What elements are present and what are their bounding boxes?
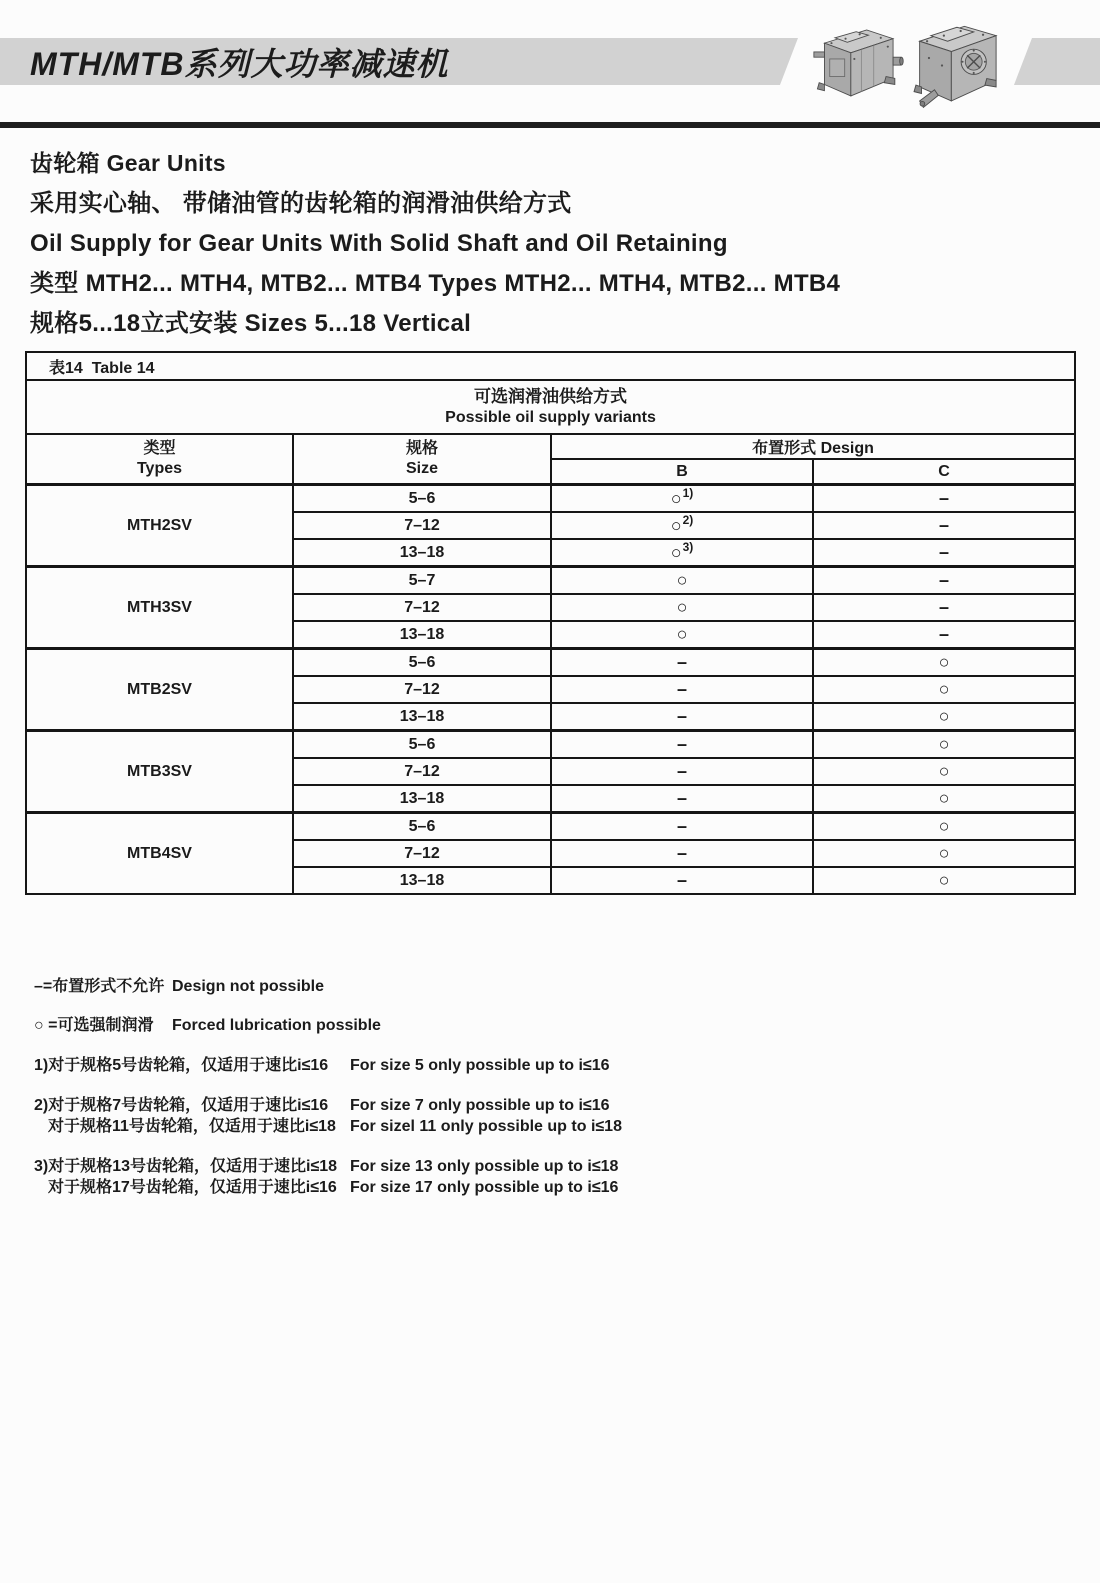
design-b-symbol: ○ <box>676 569 688 590</box>
size-cell: 5–6 <box>293 813 551 841</box>
size-cell: 5–6 <box>293 649 551 677</box>
type-cell: MTB4SV <box>26 813 293 895</box>
table-caption-row <box>26 352 1075 380</box>
design-b-symbol: ○ <box>670 515 682 536</box>
design-c-symbol: – <box>939 596 950 617</box>
table-row <box>26 813 1075 841</box>
design-b-cell <box>551 649 813 677</box>
table-title-cn: 可选润滑油供给方式 <box>474 387 628 406</box>
notes-block <box>34 977 622 1217</box>
design-c-cell <box>813 512 1075 539</box>
design-c-symbol: – <box>939 569 950 590</box>
column-header-size-en: Size <box>405 460 438 477</box>
size-cell: 7–12 <box>293 594 551 621</box>
design-b-cell <box>551 676 813 703</box>
design-b-cell <box>551 512 813 539</box>
design-b-cell <box>551 567 813 595</box>
footnote-line <box>34 1156 622 1177</box>
design-b-cell <box>551 785 813 813</box>
footnote-2-line1-cn: 2)对于规格7号齿轮箱，仅适用于速比i≤16 <box>34 1097 329 1114</box>
design-b-symbol: ○ <box>670 542 682 563</box>
design-c-cell <box>813 621 1075 649</box>
legend-circle-cn: ○ =可选强制润滑 <box>34 1017 154 1034</box>
oil-table-body <box>26 485 1075 895</box>
design-c-cell <box>813 758 1075 785</box>
footnote-1 <box>34 1055 622 1076</box>
size-cell: 13–18 <box>293 867 551 894</box>
footnote-3-line1-cn: 3)对于规格13号齿轮箱，仅适用于速比i≤18 <box>34 1158 338 1175</box>
size-cell: 5–6 <box>293 731 551 759</box>
size-cell: 13–18 <box>293 785 551 813</box>
design-c-cell <box>813 594 1075 621</box>
column-header-size <box>293 434 551 485</box>
type-cell: MTH3SV <box>26 567 293 649</box>
type-cell: MTB2SV <box>26 649 293 731</box>
table-row <box>26 567 1075 595</box>
design-c-symbol: – <box>939 623 950 644</box>
design-c-symbol: ○ <box>938 651 950 672</box>
column-header-types-en: Types <box>136 460 183 477</box>
oil-table-head <box>26 352 1075 485</box>
design-c-symbol: ○ <box>938 869 950 890</box>
design-c-cell <box>813 785 1075 813</box>
design-b-symbol: – <box>676 869 687 890</box>
column-header-design-b: B <box>551 459 813 485</box>
size-cell: 5–6 <box>293 485 551 513</box>
footnote-2-line2-en: For sizel 11 only possible up to i≤18 <box>350 1118 622 1135</box>
legend-dash-cn: –=布置形式不允许 <box>34 978 165 995</box>
design-b-cell <box>551 731 813 759</box>
size-cell: 13–18 <box>293 703 551 731</box>
design-c-symbol: ○ <box>938 842 950 863</box>
footnote-1-en: For size 5 only possible up to i≤16 <box>350 1057 610 1074</box>
footnote-line <box>34 1177 622 1198</box>
design-b-cell <box>551 594 813 621</box>
size-cell: 13–18 <box>293 621 551 649</box>
design-c-cell <box>813 813 1075 841</box>
table-caption: 表14 Table 14 <box>26 352 1075 380</box>
type-cell: MTB3SV <box>26 731 293 813</box>
design-b-symbol: – <box>676 678 687 699</box>
design-b-cell <box>551 840 813 867</box>
size-cell: 13–18 <box>293 539 551 567</box>
design-b-symbol: ○ <box>676 623 688 644</box>
design-b-symbol: – <box>676 733 687 754</box>
design-b-cell <box>551 867 813 894</box>
design-c-cell <box>813 676 1075 703</box>
table-row <box>26 649 1075 677</box>
footnote-line <box>34 1116 622 1137</box>
size-cell: 5–7 <box>293 567 551 595</box>
table-row <box>26 731 1075 759</box>
footnote-ref: 1) <box>682 486 694 501</box>
design-c-cell <box>813 840 1075 867</box>
design-b-cell <box>551 485 813 513</box>
footnote-2-line1-en: For size 7 only possible up to i≤16 <box>350 1097 610 1114</box>
column-header-types-cn: 类型 <box>143 440 176 457</box>
design-b-symbol: ○ <box>670 488 682 509</box>
design-c-symbol: – <box>939 514 950 535</box>
footnote-ref: 3) <box>682 540 694 555</box>
table-title-en: Possible oil supply variants <box>445 409 656 426</box>
design-c-symbol: ○ <box>938 815 950 836</box>
intro-line-4: 类型 MTH2... MTH4, MTB2... MTB4 Types MTH2... MTH4, MTB2... MTB4 <box>30 270 841 297</box>
design-b-cell <box>551 539 813 567</box>
design-c-cell <box>813 649 1075 677</box>
column-header-size-cn: 规格 <box>405 440 438 457</box>
header-rule <box>0 122 1100 128</box>
footnote-line <box>34 1055 622 1076</box>
footnote-1-cn: 1)对于规格5号齿轮箱，仅适用于速比i≤16 <box>34 1057 329 1074</box>
design-b-cell <box>551 758 813 785</box>
intro-text <box>30 150 1010 350</box>
design-b-symbol: ○ <box>676 596 688 617</box>
design-c-symbol: ○ <box>938 733 950 754</box>
table-title-cell <box>26 380 1075 434</box>
design-b-symbol: – <box>676 842 687 863</box>
design-c-cell <box>813 567 1075 595</box>
design-b-cell <box>551 621 813 649</box>
design-c-symbol: – <box>939 487 950 508</box>
size-cell: 7–12 <box>293 512 551 539</box>
column-header-types <box>26 434 293 485</box>
footnote-3-line2-cn: 对于规格17号齿轮箱，仅适用于速比i≤16 <box>48 1179 337 1196</box>
gear-unit-3d-right-icon <box>906 17 1006 114</box>
design-c-cell <box>813 731 1075 759</box>
design-b-cell <box>551 813 813 841</box>
size-cell: 7–12 <box>293 840 551 867</box>
design-c-symbol: ○ <box>938 787 950 808</box>
design-b-symbol: – <box>676 651 687 672</box>
design-c-symbol: ○ <box>938 760 950 781</box>
intro-line-3: Oil Supply for Gear Units With Solid Shaft and Oil Retaining <box>30 230 728 257</box>
design-c-symbol: – <box>939 541 950 562</box>
footnote-3 <box>34 1156 622 1198</box>
column-header-row <box>26 434 1075 459</box>
footnote-line <box>34 1095 622 1116</box>
design-b-cell <box>551 703 813 731</box>
size-cell: 7–12 <box>293 758 551 785</box>
intro-line-1: 齿轮箱 Gear Units <box>30 150 226 176</box>
footnote-ref: 2) <box>682 513 694 528</box>
intro-line-2: 采用实心轴、 带储油管的齿轮箱的润滑油供给方式 <box>30 190 572 217</box>
footnote-2-line2-cn: 对于规格11号齿轮箱，仅适用于速比i≤18 <box>48 1118 336 1135</box>
size-cell: 7–12 <box>293 676 551 703</box>
design-c-cell <box>813 485 1075 513</box>
column-header-design: 布置形式 Design <box>551 434 1075 459</box>
column-header-design-c: C <box>813 459 1075 485</box>
design-b-symbol: – <box>676 705 687 726</box>
design-c-symbol: ○ <box>938 678 950 699</box>
legend-circle <box>34 1016 622 1036</box>
table-title-row <box>26 380 1075 434</box>
oil-supply-table <box>25 351 1076 895</box>
intro-line-5: 规格5...18立式安装 Sizes 5...18 Vertical <box>30 310 472 337</box>
design-c-cell <box>813 703 1075 731</box>
page-title: MTH/MTB系列大功率减速机 <box>30 45 449 82</box>
design-c-cell <box>813 867 1075 894</box>
design-b-symbol: – <box>676 815 687 836</box>
design-c-symbol: ○ <box>938 705 950 726</box>
design-c-cell <box>813 539 1075 567</box>
table-row <box>26 485 1075 513</box>
design-b-symbol: – <box>676 787 687 808</box>
design-b-symbol: – <box>676 760 687 781</box>
legend-dash <box>34 977 622 997</box>
footnote-2 <box>34 1095 622 1137</box>
type-cell: MTH2SV <box>26 485 293 567</box>
footnote-3-line2-en: For size 17 only possible up to i≤16 <box>350 1179 619 1196</box>
legend-circle-en: Forced lubrication possible <box>172 1017 381 1034</box>
gear-unit-3d-left-icon <box>810 22 904 110</box>
footnote-3-line1-en: For size 13 only possible up to i≤18 <box>350 1158 619 1175</box>
legend-dash-en: Design not possible <box>172 978 325 995</box>
